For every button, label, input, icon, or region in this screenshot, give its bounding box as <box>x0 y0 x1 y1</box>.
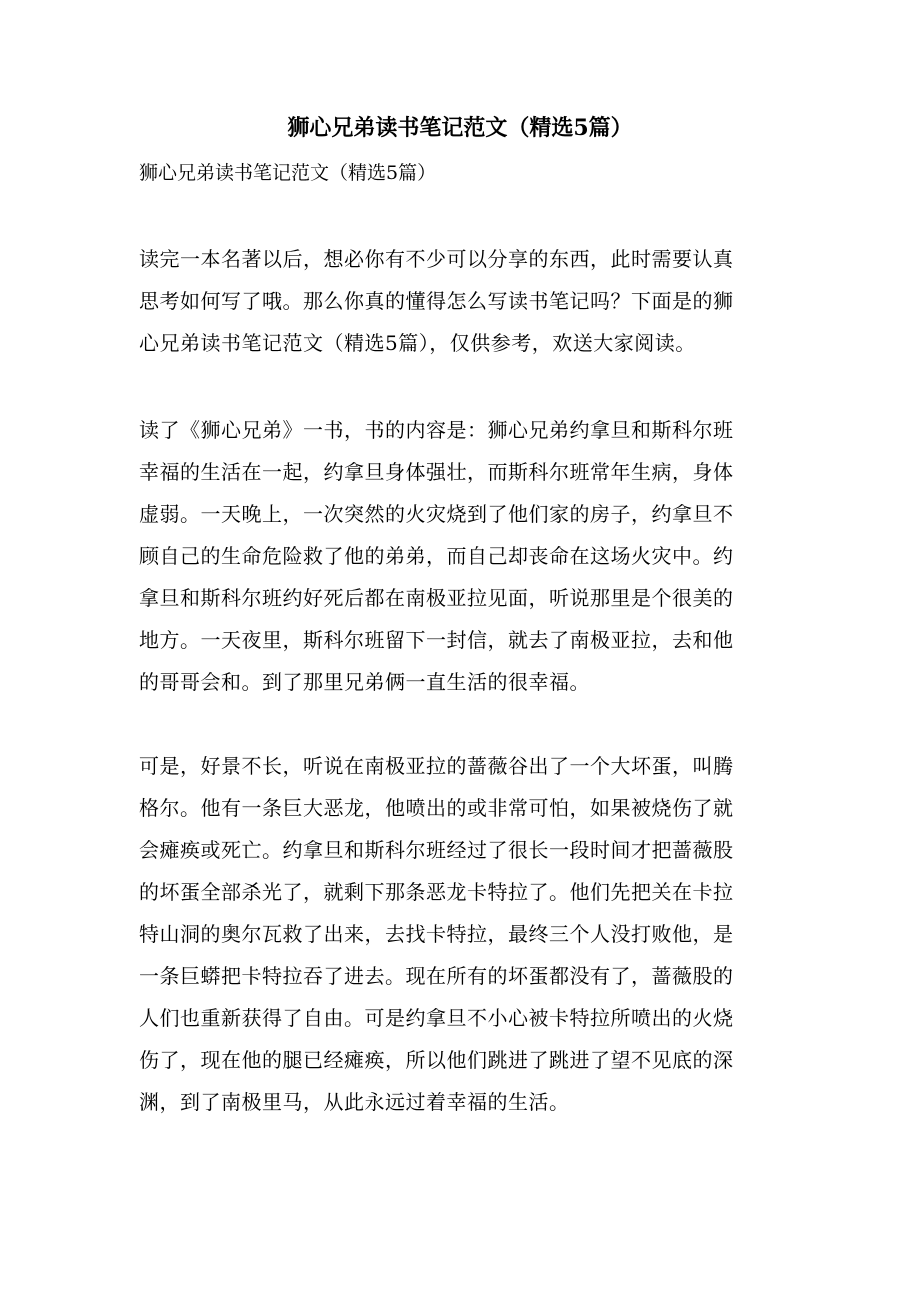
paragraph-intro <box>139 238 784 364</box>
paragraph-line: 读了《狮心兄弟》一书，书的内容是：狮心兄弟约拿旦和斯科尔班 <box>139 418 734 442</box>
paragraph-line: 会瘫痪或死亡。约拿旦和斯科尔班经过了很长一段时间才把蔷薇股 <box>139 838 734 862</box>
paragraph-line: 伤了，现在他的腿已经瘫痪，所以他们跳进了跳进了望不见底的深 <box>139 1048 734 1072</box>
paragraph-line: 一条巨蟒把卡特拉吞了进去。现在所有的坏蛋都没有了，蔷薇股的 <box>139 964 734 988</box>
paragraph-line: 可是，好景不长，听说在南极亚拉的蔷薇谷出了一个大坏蛋，叫腾 <box>139 754 734 778</box>
paragraph-line: 地方。一天夜里，斯科尔班留下一封信，就去了南极亚拉，去和他 <box>139 628 734 652</box>
paragraph-line: 幸福的生活在一起，约拿旦身体强壮，而斯科尔班常年生病，身体 <box>139 460 734 484</box>
paragraph-line: 顾自己的生命危险救了他的弟弟，而自己却丧命在这场火灾中。约 <box>139 544 734 568</box>
paragraph-line: 拿旦和斯科尔班约好死后都在南极亚拉见面，听说那里是个很美的 <box>139 586 734 610</box>
document-subtitle: 狮心兄弟读书笔记范文（精选5篇） <box>139 162 437 184</box>
paragraph-line: 特山洞的奥尔瓦救了出来，去找卡特拉，最终三个人没打败他，是 <box>139 922 734 946</box>
paragraph-story <box>139 745 784 1123</box>
paragraph-line: 的哥哥会和。到了那里兄弟俩一直生活的很幸福。 <box>139 670 590 694</box>
paragraph-line: 人们也重新获得了自由。可是约拿旦不小心被卡特拉所喷出的火烧 <box>139 1006 734 1030</box>
paragraph-line: 的坏蛋全部杀光了，就剩下那条恶龙卡特拉了。他们先把关在卡拉 <box>139 880 734 904</box>
document-title: 狮心兄弟读书笔记范文（精选5篇） <box>287 115 633 141</box>
paragraph-line: 读完一本名著以后，想必你有不少可以分享的东西，此时需要认真 <box>139 247 734 271</box>
paragraph-line: 渊，到了南极里马，从此永远过着幸福的生活。 <box>139 1090 570 1114</box>
paragraph-summary <box>139 409 784 703</box>
paragraph-line: 心兄弟读书笔记范文（精选5篇），仅供参考，欢送大家阅读。 <box>139 331 696 355</box>
paragraph-line: 虚弱。一天晚上，一次突然的火灾烧到了他们家的房子，约拿旦不 <box>139 502 734 526</box>
paragraph-line: 思考如何写了哦。那么你真的懂得怎么写读书笔记吗？下面是的狮 <box>139 289 734 313</box>
paragraph-line: 格尔。他有一条巨大恶龙，他喷出的或非常可怕，如果被烧伤了就 <box>139 796 734 820</box>
